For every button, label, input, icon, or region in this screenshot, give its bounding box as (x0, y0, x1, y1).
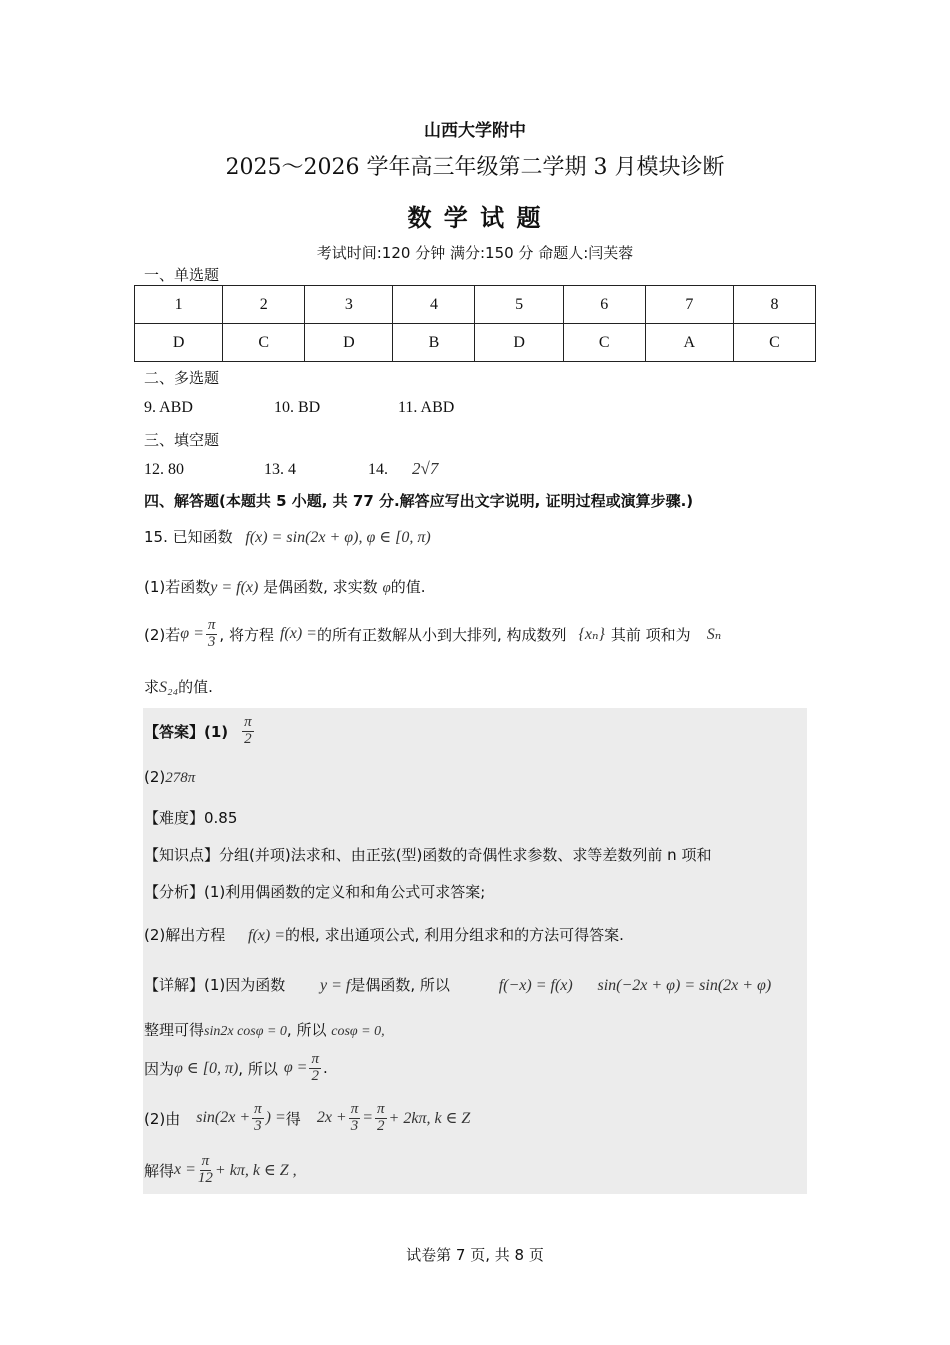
answer-part2 (144, 768, 195, 787)
line5-fraction (198, 1154, 213, 1187)
fraction-numerator: π (311, 1051, 319, 1067)
q15-part1-prefix: (1)若函数 (144, 578, 211, 596)
fraction-denominator: 2 (244, 730, 252, 747)
q15-part2-phi: φ = (180, 625, 204, 643)
answer-table (134, 285, 816, 362)
q15-stem (144, 526, 431, 547)
q15-part1-mid: 是偶函数, 求实数 (263, 578, 378, 596)
table-cell: 8 (733, 286, 815, 324)
difficulty: 【难度】0.85 (144, 809, 238, 827)
q15-part2-seq: {xₙ} (578, 626, 605, 644)
mc-answer-11: 11. ABD (398, 399, 455, 416)
table-cell: D (475, 324, 563, 362)
line2-prefix: 整理可得 (144, 1021, 205, 1039)
table-cell: 7 (645, 286, 733, 324)
q15-part3-S: S₂₄ (159, 679, 179, 696)
analysis2-prefix: (2)解出方程 (144, 926, 226, 944)
answer2-value: 278π (165, 770, 196, 786)
fraction-numerator: π (207, 617, 216, 633)
exam-info: 考试时间:120 分钟 满分:150 分 命题人:闫芙蓉 (316, 244, 634, 262)
section1-title: 一、单选题 (144, 266, 220, 284)
line3-range: φ ∈ [0, π) (174, 1060, 239, 1078)
line4-mid: 得 (285, 1109, 301, 1128)
table-cell: 3 (305, 286, 393, 324)
q15-part2-prefix: (2)若 (144, 625, 181, 644)
q15-part1-phi: φ (382, 580, 391, 596)
analysis-2 (144, 924, 624, 945)
line5-prefix: 解得 (144, 1161, 175, 1180)
answer-part1 (144, 715, 256, 748)
line3-end: . (323, 1059, 328, 1078)
table-cell: C (223, 324, 305, 362)
line4-sin: sin(2x + (196, 1109, 251, 1127)
mc-answer-9: 9. ABD (144, 399, 193, 416)
q15-part2-eq: f(x) = (279, 625, 317, 643)
fill-answer-13: 13. 4 (264, 461, 296, 478)
table-cell: D (305, 324, 393, 362)
fill-answer-12: 12. 80 (144, 461, 184, 478)
q15-part3-suffix: 的值. (178, 678, 213, 696)
line3-mid: , 所以 (238, 1059, 278, 1078)
detail-line-1 (144, 974, 771, 995)
q15-part2 (144, 618, 721, 651)
table-cell: 6 (563, 286, 645, 324)
q15-part2-text: 的所有正数解从小到大排列, 构成数列 (316, 625, 567, 644)
table-cell: 2 (223, 286, 305, 324)
table-row-answers (135, 324, 816, 362)
subject-title: 数 学 试 题 (407, 204, 543, 232)
line3-fraction (309, 1052, 321, 1085)
fraction-denominator: 2 (311, 1067, 319, 1084)
table-cell: 4 (393, 286, 475, 324)
detail-line-4 (144, 1102, 470, 1135)
fraction-numerator: π (377, 1101, 385, 1117)
table-cell: 1 (135, 286, 223, 324)
section3-title: 三、填空题 (144, 431, 220, 449)
detail-line-2 (144, 1019, 385, 1040)
q15-part1-formula: y = f(x) (210, 579, 259, 596)
line5-x: x = (174, 1161, 196, 1179)
knowledge-points: 【知识点】分组(并项)法求和、由正弦(型)函数的奇偶性求参数、求等差数列前 n 项和 (144, 846, 712, 864)
fraction-denominator: 2 (377, 1117, 385, 1134)
line4-close: ) = (265, 1109, 286, 1127)
q15-part2-text2: 其前 项和为 (610, 625, 691, 644)
section4-title: 四、解答题(本题共 5 小题, 共 77 分.解答应写出文字说明, 证明过程或演算步骤.) (144, 492, 694, 510)
line4-eq: 2x + (316, 1109, 347, 1127)
fraction-numerator: π (244, 714, 252, 730)
fraction-denominator: 3 (350, 1117, 359, 1134)
fraction-numerator: π (254, 1101, 262, 1117)
school-name: 山西大学附中 (424, 121, 526, 141)
line4-eq-fraction2 (375, 1102, 387, 1135)
table-cell: C (733, 324, 815, 362)
detail-eq1: f(−x) = f(x) (498, 977, 573, 994)
line5-rest: + kπ, k ∈ Z , (214, 1162, 297, 1180)
fill-answer-14: 14. (368, 461, 388, 478)
fraction-denominator: 3 (254, 1117, 262, 1134)
q15-formula: f(x) = sin(2x + φ), φ ∈ [0, π) (245, 529, 431, 546)
analysis2-suffix: 的根, 求出通项公式, 利用分组求和的方法可得答案. (285, 926, 624, 944)
table-cell: D (135, 324, 223, 362)
line4-eq2: = (362, 1109, 374, 1127)
line2-eq: sin2x cosφ = 0 (204, 1024, 287, 1039)
q15-part3-prefix: 求 (144, 678, 160, 696)
table-row-numbers (135, 286, 816, 324)
line2-mid: , 所以 (286, 1021, 327, 1039)
fraction-numerator: π (201, 1153, 210, 1169)
q15-part1 (144, 576, 426, 597)
detail-prefix: 【详解】(1)因为函数 (144, 976, 286, 994)
analysis-1: 【分析】(1)利用偶函数的定义和和角公式可求答案; (144, 883, 486, 901)
line3-phi: φ = (283, 1059, 308, 1077)
q15-part2-fraction (206, 618, 218, 651)
fill-answer-14-value: 2√7 (412, 459, 439, 478)
q15-part3 (144, 676, 213, 697)
line4-fraction (252, 1102, 264, 1135)
detail-mid: 是偶函数, 所以 (350, 976, 450, 994)
table-cell: A (645, 324, 733, 362)
exam-term-title: 2025～2026 学年高三年级第二学期 3 月模块诊断 (225, 155, 725, 180)
section2-title: 二、多选题 (144, 369, 220, 387)
fraction-denominator: 3 (207, 633, 216, 650)
table-cell: B (393, 324, 475, 362)
answer2-label: (2) (144, 768, 166, 786)
line3-prefix: 因为 (144, 1059, 175, 1078)
detail-line-5 (144, 1154, 297, 1187)
mc-answer-10: 10. BD (274, 399, 321, 416)
answer-label: 【答案】(1) (144, 722, 229, 741)
answer1-fraction (242, 715, 254, 748)
q15-part2-S: Sₙ (706, 626, 722, 644)
q15-part1-suffix: 的值. (390, 578, 426, 596)
fraction-numerator: π (350, 1101, 359, 1117)
table-cell: C (563, 324, 645, 362)
q15-part2-mid: , 将方程 (219, 625, 274, 644)
page-footer: 试卷第 7 页, 共 8 页 (406, 1246, 544, 1264)
line4-prefix: (2)由 (144, 1109, 181, 1128)
detail-line-3 (144, 1052, 328, 1085)
q15-label: 15. 已知函数 (144, 528, 233, 546)
detail-eq2: sin(−2x + φ) = sin(2x + φ) (597, 977, 772, 994)
table-cell: 5 (475, 286, 563, 324)
detail-y: y = f (320, 977, 351, 994)
line2-eq2: cosφ = 0, (331, 1024, 385, 1039)
analysis2-formula: f(x) = (248, 927, 286, 944)
line4-eq3: + 2kπ, k ∈ Z (388, 1110, 471, 1128)
fraction-denominator: 12 (197, 1169, 213, 1186)
line4-eq-fraction1 (349, 1102, 361, 1135)
